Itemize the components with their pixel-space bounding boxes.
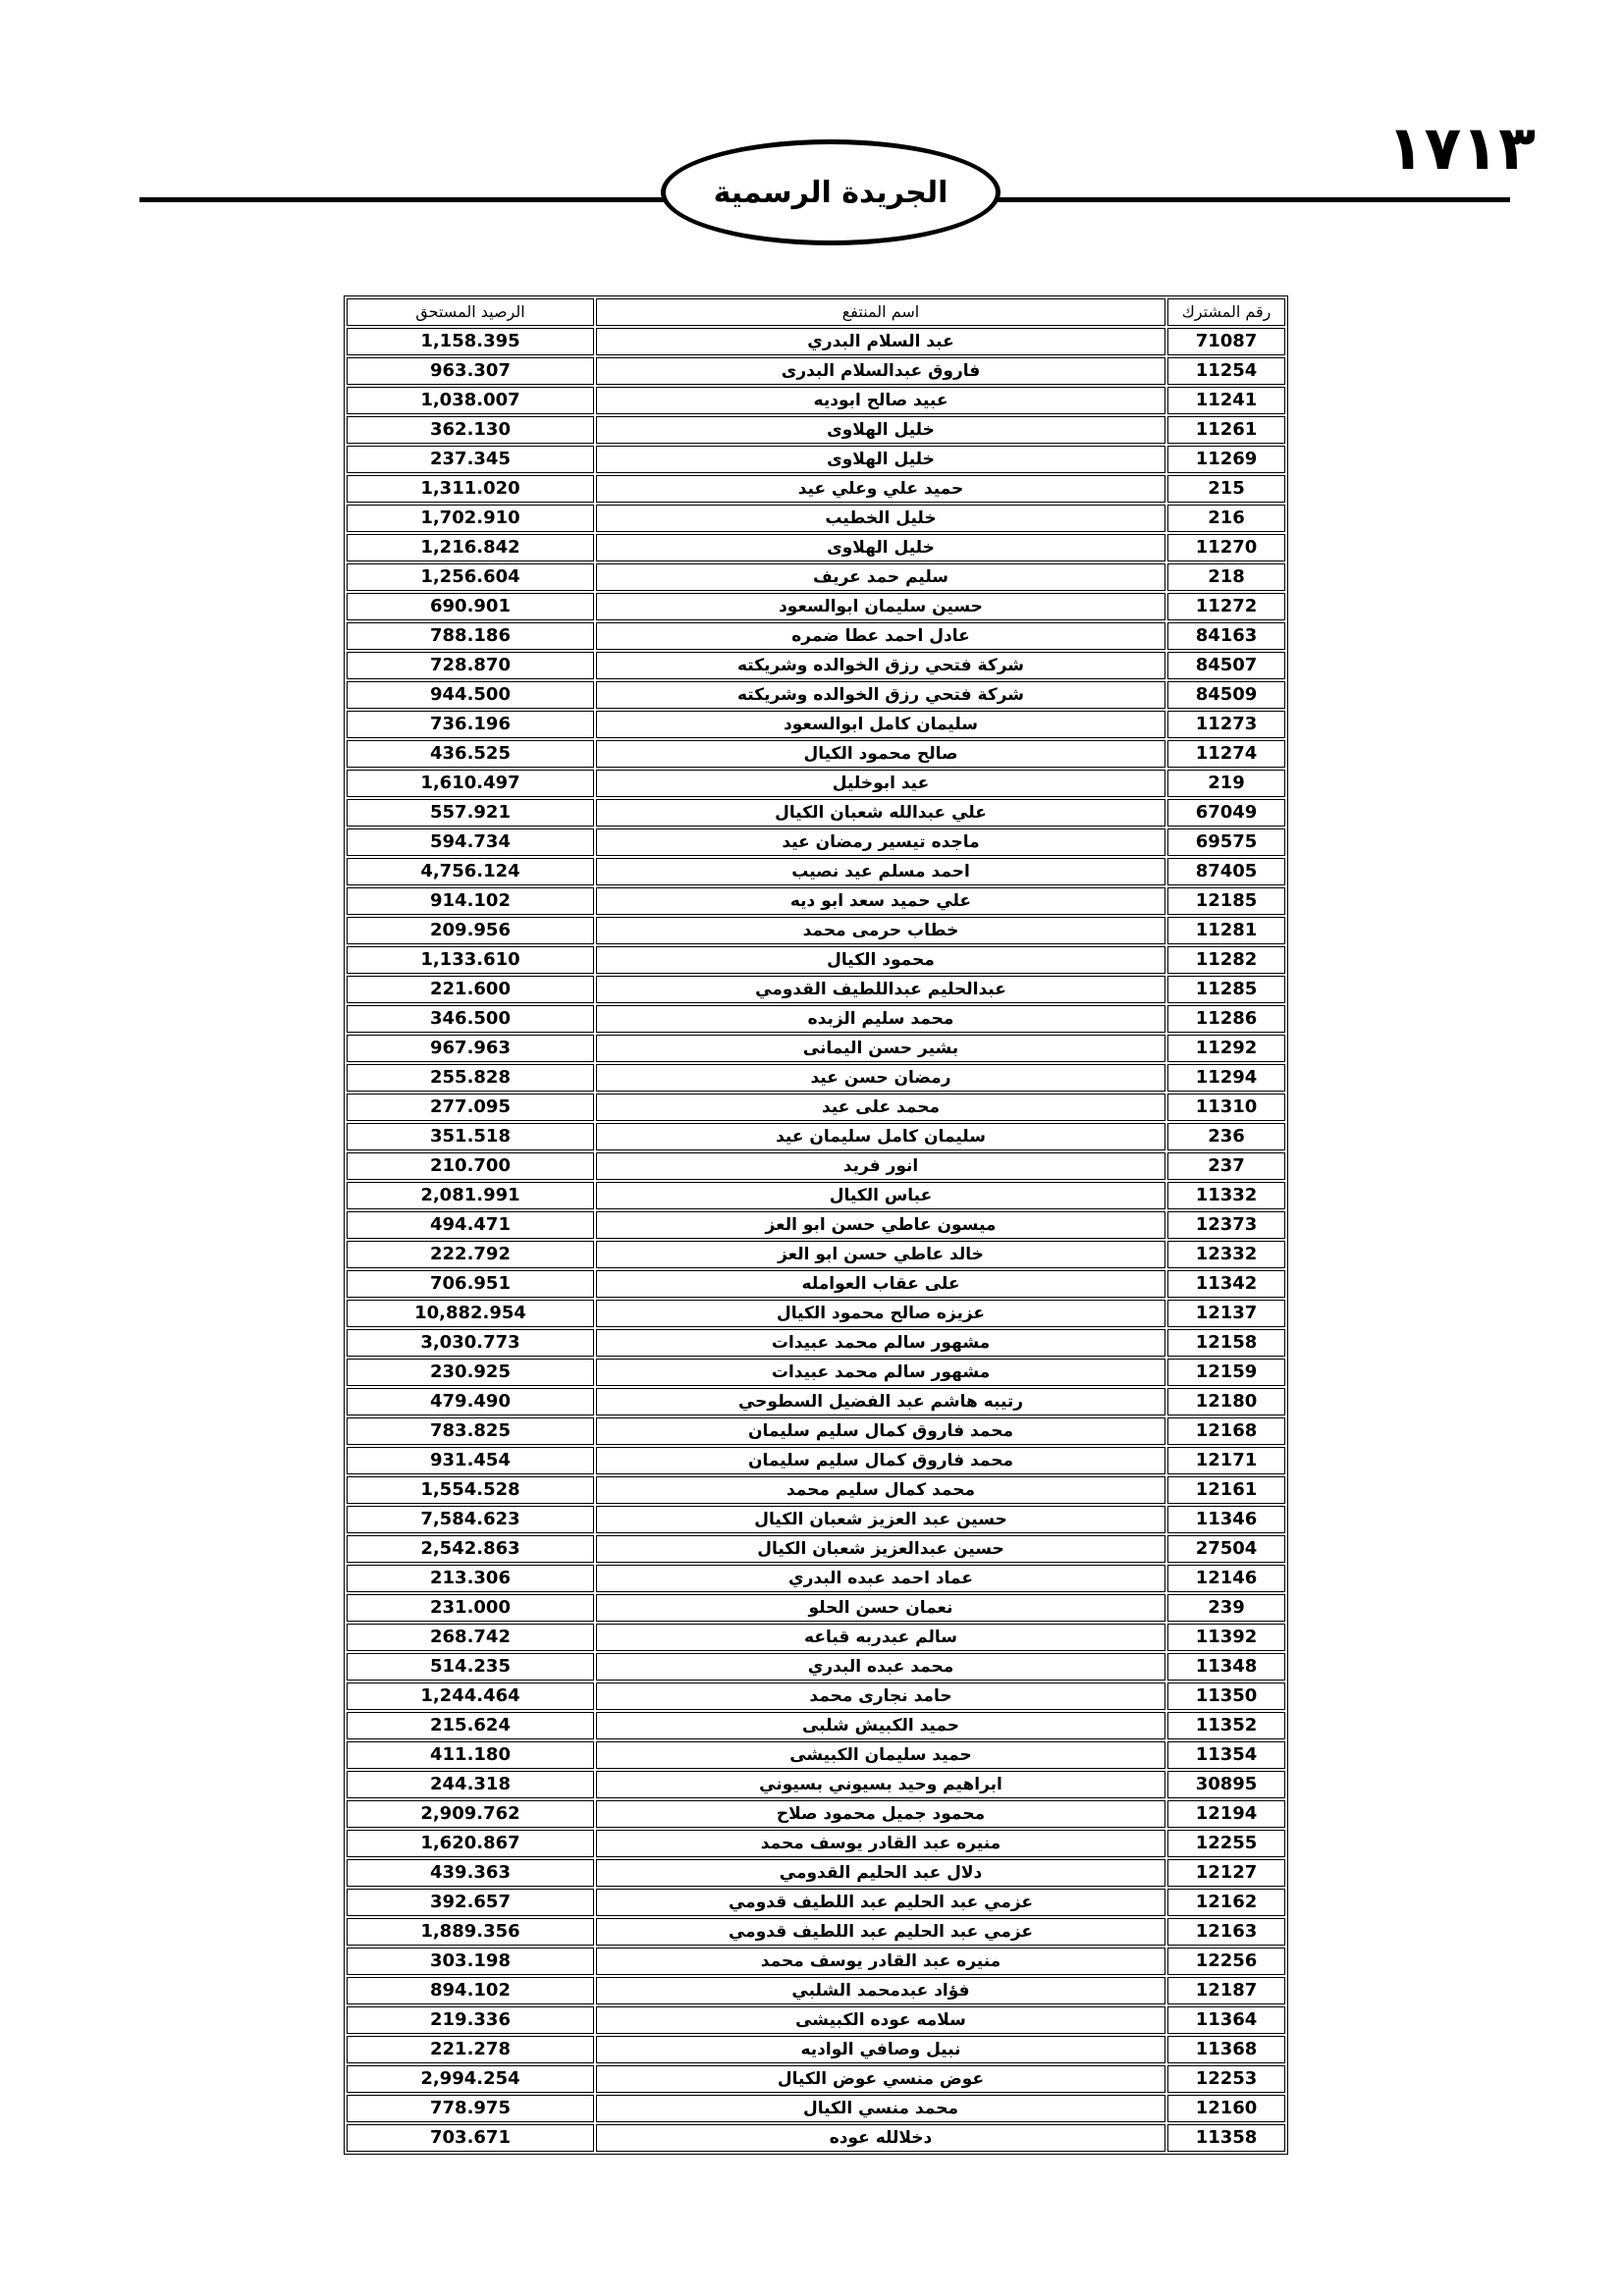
balance-due-cell: 703.671 [347,2124,594,2152]
beneficiary-name-cell: بشير حسن اليمانى [596,1035,1165,1062]
beneficiary-name-cell: ابراهيم وحيد بسيوني بسيوني [596,1771,1165,1798]
subscriber-number-cell: 11282 [1167,946,1285,974]
table-row [347,681,1285,709]
table-row [347,1800,1285,1828]
balance-due-cell: 2,994.254 [347,2065,594,2093]
table-row [347,1565,1285,1592]
balance-due-cell: 914.102 [347,887,594,915]
balance-due-cell: 244.318 [347,1771,594,1798]
subscriber-number-cell: 84509 [1167,681,1285,709]
table-row [347,2006,1285,2034]
balance-due-cell: 3,030.773 [347,1329,594,1357]
table-row [347,740,1285,768]
beneficiary-name-cell: سليم حمد عريف [596,563,1165,591]
subscriber-number-cell: 12180 [1167,1388,1285,1415]
subscriber-number-cell: 12162 [1167,1889,1285,1916]
balance-due-cell: 557.921 [347,799,594,827]
table-row [347,1359,1285,1386]
subscriber-number-cell: 11332 [1167,1182,1285,1209]
balance-due-cell: 728.870 [347,652,594,679]
beneficiary-name-cell: نبيل وصافي الواديه [596,2036,1165,2063]
beneficiary-name-cell: خليل الهلاوى [596,534,1165,561]
balance-due-cell: 783.825 [347,1417,594,1445]
balance-due-cell: 346.500 [347,1005,594,1033]
beneficiary-name-cell: شركة فتحي رزق الخوالده وشريكته [596,681,1165,709]
table-row [347,1506,1285,1533]
beneficiary-name-cell: دخلالله عوده [596,2124,1165,2152]
balance-due-cell: 479.490 [347,1388,594,1415]
table-row [347,1447,1285,1474]
beneficiary-name-cell: حسين عبد العزيز شعبان الكيال [596,1506,1165,1533]
table-row [347,387,1285,414]
beneficiary-name-cell: خليل الخطيب [596,505,1165,532]
subscriber-number-cell: 12171 [1167,1447,1285,1474]
beneficiary-name-cell: محمد على عيد [596,1094,1165,1121]
balance-due-cell: 215.624 [347,1712,594,1739]
balance-due-cell: 514.235 [347,1653,594,1681]
table-row [347,1624,1285,1651]
table-row [347,1476,1285,1504]
balance-due-cell: 706.951 [347,1270,594,1298]
gazette-title-oval [661,139,1001,245]
balance-due-cell: 268.742 [347,1624,594,1651]
beneficiary-name-cell: محمد سليم الزبده [596,1005,1165,1033]
balance-due-cell: 210.700 [347,1152,594,1180]
table-row [347,1682,1285,1710]
table-row [347,563,1285,591]
balance-due-cell: 7,584.623 [347,1506,594,1533]
subscriber-number-cell: 11350 [1167,1682,1285,1710]
beneficiary-name-cell: محمود جميل محمود صلاح [596,1800,1165,1828]
balance-due-cell: 931.454 [347,1447,594,1474]
balance-due-cell: 1,610.497 [347,770,594,797]
subscriber-number-cell: 30895 [1167,1771,1285,1798]
beneficiary-name-cell: عيد ابوخليل [596,770,1165,797]
table-row [347,1535,1285,1563]
beneficiary-name-cell: على عقاب العوامله [596,1270,1165,1298]
column-header-beneficiary-name: اسم المنتفع [596,298,1165,326]
table-row [347,858,1285,885]
balance-due-cell: 894.102 [347,1977,594,2004]
subscriber-number-cell: 237 [1167,1152,1285,1180]
subscriber-number-cell: 12255 [1167,1830,1285,1857]
beneficiary-name-cell: حامد نجارى محمد [596,1682,1165,1710]
table-row [347,976,1285,1003]
beneficiary-name-cell: نعمان حسن الحلو [596,1594,1165,1622]
subscriber-number-cell: 219 [1167,770,1285,797]
subscriber-number-cell: 11292 [1167,1035,1285,1062]
beneficiary-name-cell: خليل الهلاوى [596,446,1165,473]
subscriber-number-cell: 11254 [1167,357,1285,385]
balance-due-cell: 1,311.020 [347,475,594,503]
balance-due-cell: 4,756.124 [347,858,594,885]
beneficiary-name-cell: صالح محمود الكيال [596,740,1165,768]
balance-due-cell: 967.963 [347,1035,594,1062]
table-row [347,2095,1285,2122]
beneficiary-name-cell: مشهور سالم محمد عبيدات [596,1359,1165,1386]
subscriber-number-cell: 11392 [1167,1624,1285,1651]
beneficiary-name-cell: حميد الكبيش شلبى [596,1712,1165,1739]
subscriber-number-cell: 11352 [1167,1712,1285,1739]
subscriber-number-cell: 71087 [1167,328,1285,355]
beneficiary-name-cell: علي حميد سعد ابو ديه [596,887,1165,915]
subscriber-number-cell: 12158 [1167,1329,1285,1357]
balance-due-cell: 2,542.863 [347,1535,594,1563]
table-row [347,593,1285,620]
table-header-row [347,298,1285,326]
subscriber-number-cell: 12146 [1167,1565,1285,1592]
balance-due-cell: 1,038.007 [347,387,594,414]
beneficiary-name-cell: سليمان كامل سليمان عيد [596,1123,1165,1150]
balance-due-cell: 209.956 [347,917,594,944]
beneficiary-name-cell: خليل الهلاوى [596,416,1165,444]
subscriber-number-cell: 11294 [1167,1064,1285,1092]
beneficiary-name-cell: عبيد صالح ابوديه [596,387,1165,414]
subscriber-number-cell: 11261 [1167,416,1285,444]
balance-due-cell: 2,909.762 [347,1800,594,1828]
beneficiary-name-cell: عزمي عبد الحليم عبد اللطيف قدومي [596,1889,1165,1916]
subscriber-number-cell: 12137 [1167,1300,1285,1327]
subscriber-number-cell: 12163 [1167,1918,1285,1946]
subscriber-number-cell: 11354 [1167,1741,1285,1769]
balance-due-cell: 439.363 [347,1859,594,1887]
subscriber-number-cell: 11274 [1167,740,1285,768]
subscriber-number-cell: 12253 [1167,2065,1285,2093]
balance-due-cell: 1,133.610 [347,946,594,974]
table-row [347,1300,1285,1327]
table-row [347,1918,1285,1946]
balance-due-cell: 411.180 [347,1741,594,1769]
subscriber-number-cell: 11285 [1167,976,1285,1003]
table-row [347,917,1285,944]
balance-due-cell: 778.975 [347,2095,594,2122]
subscriber-number-cell: 11342 [1167,1270,1285,1298]
table-row [347,1211,1285,1239]
balance-due-cell: 494.471 [347,1211,594,1239]
table-row [347,828,1285,856]
subscriber-number-cell: 69575 [1167,828,1285,856]
table-row [347,1830,1285,1857]
beneficiary-name-cell: عباس الكيال [596,1182,1165,1209]
balance-due-cell: 213.306 [347,1565,594,1592]
table-row [347,1417,1285,1445]
beneficiary-name-cell: عوض منسي عوض الكيال [596,2065,1165,2093]
page-number: ١٧١٣ [1386,112,1536,184]
beneficiary-name-cell: حميد علي وعلي عيد [596,475,1165,503]
balance-due-cell: 303.198 [347,1948,594,1975]
column-header-balance-due: الرصيد المستحق [347,298,594,326]
beneficiary-name-cell: خطاب حرمى محمد [596,917,1165,944]
beneficiary-name-cell: محمد عبده البدري [596,1653,1165,1681]
balance-due-cell: 963.307 [347,357,594,385]
balance-due-cell: 10,882.954 [347,1300,594,1327]
balance-due-cell: 1,889.356 [347,1918,594,1946]
balance-due-cell: 237.345 [347,446,594,473]
beneficiary-name-cell: سليمان كامل ابوالسعود [596,711,1165,738]
beneficiary-name-cell: محمد كمال سليم محمد [596,1476,1165,1504]
subscriber-number-cell: 12159 [1167,1359,1285,1386]
table-body [347,328,1285,2152]
balance-due-cell: 788.186 [347,622,594,650]
subscriber-number-cell: 239 [1167,1594,1285,1622]
subscriber-number-cell: 11272 [1167,593,1285,620]
column-header-subscriber-number: رقم المشترك [1167,298,1285,326]
subscriber-number-cell: 12256 [1167,1948,1285,1975]
beneficiary-name-cell: منيره عبد القادر يوسف محمد [596,1830,1165,1857]
balance-due-cell: 944.500 [347,681,594,709]
table-row [347,1182,1285,1209]
beneficiary-name-cell: احمد مسلم عيد نصيب [596,858,1165,885]
beneficiary-name-cell: عزيزه صالح محمود الكيال [596,1300,1165,1327]
subscriber-number-cell: 12161 [1167,1476,1285,1504]
table-row [347,887,1285,915]
table-row [347,2065,1285,2093]
subscriber-number-cell: 11270 [1167,534,1285,561]
table-row [347,2036,1285,2063]
balance-due-cell: 222.792 [347,1241,594,1268]
beneficiary-name-cell: انور فريد [596,1152,1165,1180]
subscriber-number-cell: 67049 [1167,799,1285,827]
subscriber-number-cell: 12332 [1167,1241,1285,1268]
beneficiary-name-cell: محمد منسي الكيال [596,2095,1165,2122]
beneficiary-name-cell: علي عبدالله شعبان الكيال [596,799,1165,827]
subscriber-number-cell: 215 [1167,475,1285,503]
table-row [347,1388,1285,1415]
subscriber-number-cell: 11358 [1167,2124,1285,2152]
subscriber-number-cell: 11346 [1167,1506,1285,1533]
subscriber-number-cell: 27504 [1167,1535,1285,1563]
balance-due-cell: 1,244.464 [347,1682,594,1710]
table-row [347,328,1285,355]
table-row [347,1977,1285,2004]
balance-due-cell: 2,081.991 [347,1182,594,1209]
balance-due-cell: 351.518 [347,1123,594,1150]
table-row [347,1329,1285,1357]
balance-due-cell: 230.925 [347,1359,594,1386]
table-row [347,1152,1285,1180]
table-row [347,1035,1285,1062]
beneficiary-name-cell: عادل احمد عطا ضمره [596,622,1165,650]
table-row [347,1948,1285,1975]
beneficiary-name-cell: رمضان حسن عيد [596,1064,1165,1092]
beneficiary-name-cell: سلامه عوده الكبيشى [596,2006,1165,2034]
balance-due-cell: 1,158.395 [347,328,594,355]
subscriber-number-cell: 87405 [1167,858,1285,885]
table-row [347,475,1285,503]
subscriber-number-cell: 12373 [1167,1211,1285,1239]
beneficiary-name-cell: عبد السلام البدري [596,328,1165,355]
table-row [347,770,1285,797]
table-row [347,1712,1285,1739]
beneficiary-name-cell: محمد فاروق كمال سليم سليمان [596,1447,1165,1474]
balance-due-cell: 221.600 [347,976,594,1003]
subscriber-number-cell: 11364 [1167,2006,1285,2034]
balance-due-cell: 436.525 [347,740,594,768]
subscriber-number-cell: 11241 [1167,387,1285,414]
subscriber-number-cell: 11281 [1167,917,1285,944]
subscriber-number-cell: 11286 [1167,1005,1285,1033]
subscriber-number-cell: 84507 [1167,652,1285,679]
table-row [347,1123,1285,1150]
beneficiary-name-cell: سالم عبدربه قباعه [596,1624,1165,1651]
beneficiary-name-cell: رتيبه هاشم عبد الفضيل السطوحي [596,1388,1165,1415]
beneficiary-name-cell: حميد سليمان الكبيشى [596,1741,1165,1769]
table-row [347,446,1285,473]
table-row [347,799,1285,827]
subscriber-number-cell: 12194 [1167,1800,1285,1828]
beneficiary-name-cell: فاروق عبدالسلام البدرى [596,357,1165,385]
balance-due-cell: 362.130 [347,416,594,444]
table-row [347,1859,1285,1887]
balance-due-cell: 255.828 [347,1064,594,1092]
balance-due-cell: 594.734 [347,828,594,856]
subscriber-number-cell: 12127 [1167,1859,1285,1887]
table-row [347,357,1285,385]
balance-due-cell: 1,702.910 [347,505,594,532]
balance-due-cell: 231.000 [347,1594,594,1622]
table-row [347,946,1285,974]
balance-due-cell: 1,620.867 [347,1830,594,1857]
subscriber-number-cell: 12160 [1167,2095,1285,2122]
beneficiary-name-cell: ميسون عاطي حسن ابو العز [596,1211,1165,1239]
table-row [347,1094,1285,1121]
table-row [347,2124,1285,2152]
table-row [347,1064,1285,1092]
beneficiary-name-cell: حسين سليمان ابوالسعود [596,593,1165,620]
table-row [347,1005,1285,1033]
table-row [347,1889,1285,1916]
balance-due-cell: 690.901 [347,593,594,620]
subscriber-number-cell: 11348 [1167,1653,1285,1681]
beneficiary-name-cell: مشهور سالم محمد عبيدات [596,1329,1165,1357]
table-row [347,1241,1285,1268]
beneficiary-name-cell: دلال عبد الحليم القدومي [596,1859,1165,1887]
table-row [347,1653,1285,1681]
table-row [347,534,1285,561]
subscriber-number-cell: 11368 [1167,2036,1285,2063]
balance-due-cell: 277.095 [347,1094,594,1121]
beneficiary-name-cell: حسين عبدالعزيز شعبان الكيال [596,1535,1165,1563]
beneficiary-name-cell: عماد احمد عبده البدري [596,1565,1165,1592]
beneficiary-name-cell: عبدالحليم عبداللطيف القدومي [596,976,1165,1003]
balance-due-cell: 219.336 [347,2006,594,2034]
beneficiary-name-cell: فؤاد عبدمحمد الشلبي [596,1977,1165,2004]
beneficiary-name-cell: محمد فاروق كمال سليم سليمان [596,1417,1165,1445]
table-row [347,1741,1285,1769]
subscriber-number-cell: 11269 [1167,446,1285,473]
table-row [347,505,1285,532]
subscriber-number-cell: 11310 [1167,1094,1285,1121]
table-row [347,652,1285,679]
balance-due-cell: 1,256.604 [347,563,594,591]
subscribers-table [344,295,1288,2155]
balance-due-cell: 736.196 [347,711,594,738]
balance-due-cell: 1,216.842 [347,534,594,561]
table-row [347,711,1285,738]
subscriber-number-cell: 12187 [1167,1977,1285,2004]
table-row [347,416,1285,444]
beneficiary-name-cell: شركة فتحي رزق الخوالده وشريكته [596,652,1165,679]
subscriber-number-cell: 12168 [1167,1417,1285,1445]
beneficiary-name-cell: منيره عبد القادر يوسف محمد [596,1948,1165,1975]
subscriber-number-cell: 84163 [1167,622,1285,650]
beneficiary-name-cell: عزمي عبد الحليم عبد اللطيف قدومي [596,1918,1165,1946]
subscriber-number-cell: 236 [1167,1123,1285,1150]
gazette-title: الجريدة الرسمية [713,175,948,210]
beneficiary-name-cell: ماجده تيسير رمضان عيد [596,828,1165,856]
beneficiary-name-cell: محمود الكيال [596,946,1165,974]
subscriber-number-cell: 216 [1167,505,1285,532]
balance-due-cell: 1,554.528 [347,1476,594,1504]
table-row [347,1594,1285,1622]
balance-due-cell: 392.657 [347,1889,594,1916]
table-row [347,1270,1285,1298]
table-row [347,1771,1285,1798]
balance-due-cell: 221.278 [347,2036,594,2063]
table-row [347,622,1285,650]
subscriber-number-cell: 11273 [1167,711,1285,738]
subscriber-number-cell: 218 [1167,563,1285,591]
beneficiary-name-cell: خالد عاطي حسن ابو العز [596,1241,1165,1268]
subscriber-number-cell: 12185 [1167,887,1285,915]
